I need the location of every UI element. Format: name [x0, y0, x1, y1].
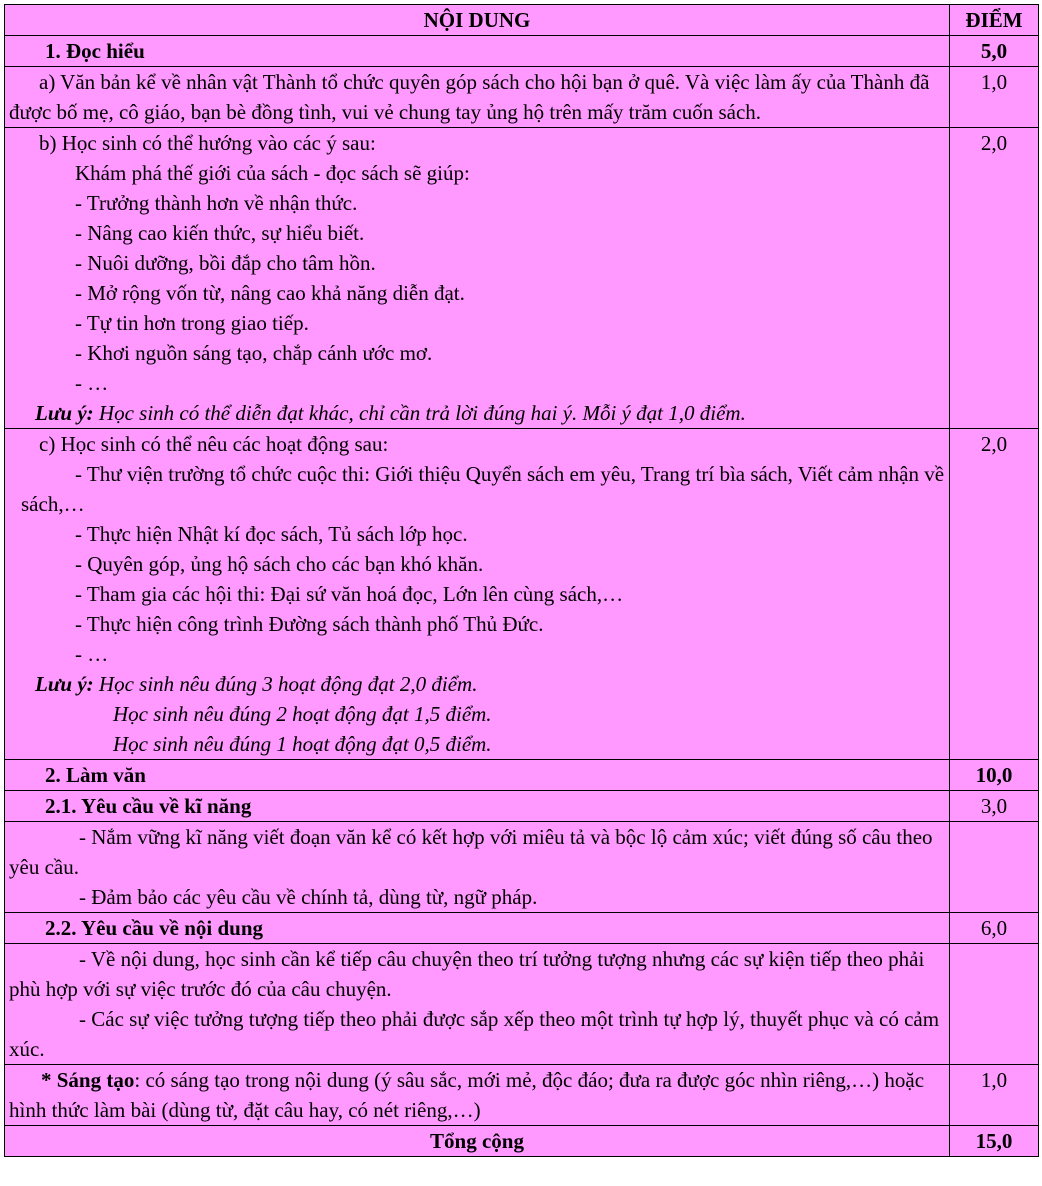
part1-b-score: 2,0: [950, 128, 1039, 429]
part2-creativity-row: [5, 1065, 1039, 1126]
part2-content-score: 6,0: [950, 913, 1039, 944]
part1-title: 1. Đọc hiểu: [5, 36, 950, 67]
part2-skills-item: - Đảm bảo các yêu cầu về chính tả, dùng từ, ngữ pháp.: [79, 885, 538, 909]
part1-title-row: [5, 36, 1039, 67]
part1-b-item: - Mở rộng vốn từ, nâng cao khả năng diễn đạt.: [75, 281, 465, 305]
part1-a-row: [5, 67, 1039, 128]
part2-skills-score: 3,0: [950, 791, 1039, 822]
part1-c-intro: c) Học sinh có thể nêu các hoạt động sau:: [39, 432, 389, 456]
part2-content-item: - Về nội dung, học sinh cần kể tiếp câu chuyện theo trí tưởng tượng nhưng các sự kiện tiếp theo phải phù hợp với sự việc trước đó của câu chuyện.: [9, 947, 925, 1001]
note-label: Lưu ý:: [35, 672, 94, 696]
part1-b-item: - Nâng cao kiến thức, sự hiểu biết.: [75, 221, 365, 245]
part1-b-item: - …: [75, 371, 109, 395]
part2-skills-item: - Nắm vững kĩ năng viết đoạn văn kể có kết hợp với miêu tả và bộc lộ cảm xúc; viết đúng số câu theo yêu cầu.: [9, 825, 933, 879]
part2-content-title-row: [5, 913, 1039, 944]
part1-c-row: [5, 429, 1039, 760]
part1-score: 5,0: [950, 36, 1039, 67]
header-content: NỘI DUNG: [5, 5, 950, 36]
part1-c-item: - Quyên góp, ủng hộ sách cho các bạn khó khăn.: [75, 552, 484, 576]
part1-c-note: [9, 669, 945, 699]
part2-title: 2. Làm văn: [5, 760, 950, 791]
part2-content-row: [5, 944, 1039, 1065]
part1-c-note: Học sinh nêu đúng 1 hoạt động đạt 0,5 điểm.: [113, 732, 492, 756]
part1-c-score: 2,0: [950, 429, 1039, 760]
part1-b-item: - Trưởng thành hơn về nhận thức.: [75, 191, 358, 215]
part2-content-title: 2.2. Yêu cầu về nội dung: [5, 913, 950, 944]
header-row: [5, 5, 1039, 36]
part2-title-row: [5, 760, 1039, 791]
part1-b-lead: Khám phá thế giới của sách - đọc sách sẽ giúp:: [75, 161, 470, 185]
total-row: [5, 1126, 1039, 1157]
part2-content-item: - Các sự việc tưởng tượng tiếp theo phải được sắp xếp theo một trình tự hợp lý, thuyết phục và có cảm xúc.: [9, 1007, 940, 1061]
part1-a-score: 1,0: [950, 67, 1039, 128]
part2-creativity: [9, 1065, 945, 1125]
part1-b-row: [5, 128, 1039, 429]
part1-b-intro: b) Học sinh có thể hướng vào các ý sau:: [39, 131, 376, 155]
note-text: Học sinh có thể diễn đạt khác, chỉ cần trả lời đúng hai ý. Mỗi ý đạt 1,0 điểm.: [93, 401, 746, 425]
part1-a-text: a) Văn bản kể về nhân vật Thành tổ chức quyên góp sách cho hội bạn ở quê. Và việc làm ấy của Thành đã được bố mẹ, cô giáo, bạn bè đồng tình, vui vẻ chung tay ủng hộ trên mấy trăm cuốn sách.: [9, 70, 930, 124]
part2-creativity-score: 1,0: [950, 1065, 1039, 1126]
creativity-label: * Sáng tạo: [41, 1068, 135, 1092]
part2-skills-title-row: [5, 791, 1039, 822]
total-score: 15,0: [950, 1126, 1039, 1157]
part1-c-item: - …: [75, 642, 109, 666]
part1-c-note: Học sinh nêu đúng 2 hoạt động đạt 1,5 điểm.: [113, 702, 492, 726]
part1-b-note: [9, 398, 945, 428]
part1-b-item: - Nuôi dưỡng, bồi đắp cho tâm hồn.: [75, 251, 376, 275]
part2-skills-title: 2.1. Yêu cầu về kĩ năng: [5, 791, 950, 822]
note-text: Học sinh nêu đúng 3 hoạt động đạt 2,0 điểm.: [93, 672, 478, 696]
part1-c-item: - Thực hiện Nhật kí đọc sách, Tủ sách lớp học.: [75, 522, 468, 546]
note-label: Lưu ý:: [35, 401, 94, 425]
creativity-text: : có sáng tạo trong nội dung (ý sâu sắc, mới mẻ, độc đáo; đưa ra được góc nhìn riêng,…) hoặc hình thức làm bài (dùng từ, đặt câu hay, có nét riêng,…): [9, 1068, 925, 1122]
part1-b-item: - Tự tin hơn trong giao tiếp.: [75, 311, 309, 335]
part2-skills-row: [5, 822, 1039, 913]
total-label: Tổng cộng: [5, 1126, 950, 1157]
part1-c-item: - Thư viện trường tổ chức cuộc thi: Giới thiệu Quyển sách em yêu, Trang trí bìa sách, Viết cảm nhận về sách,…: [21, 462, 945, 516]
part1-c-item: - Tham gia các hội thi: Đại sứ văn hoá đọc, Lớn lên cùng sách,…: [75, 582, 624, 606]
part1-c-item: - Thực hiện công trình Đường sách thành phố Thủ Đức.: [75, 612, 544, 636]
header-score: ĐIỂM: [950, 5, 1039, 36]
part1-b-item: - Khơi nguồn sáng tạo, chắp cánh ước mơ.: [75, 341, 433, 365]
scoring-rubric-table: [4, 4, 1039, 1157]
part2-score: 10,0: [950, 760, 1039, 791]
